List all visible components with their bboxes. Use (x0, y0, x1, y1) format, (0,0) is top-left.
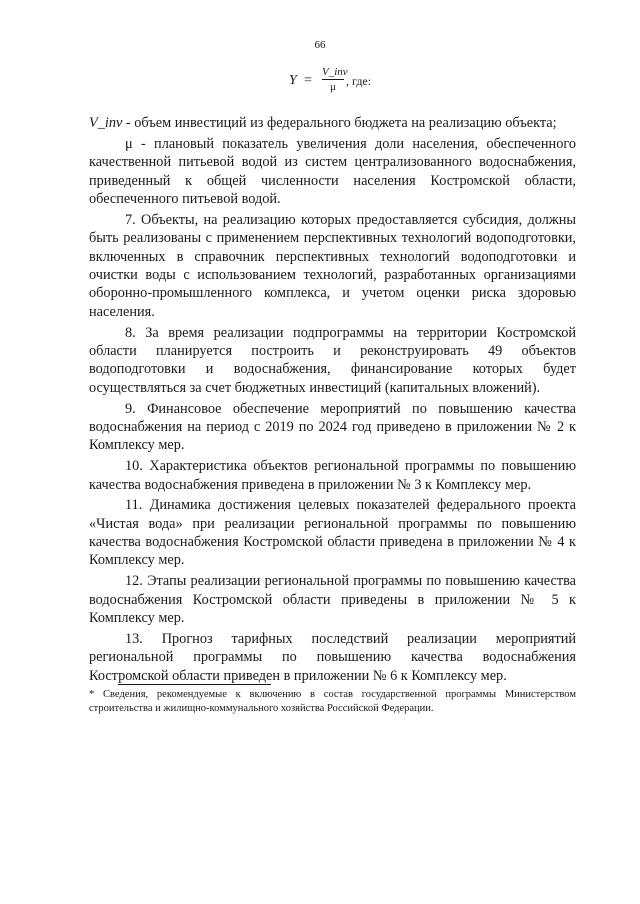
paragraph-10: 10. Характеристика объектов региональной программы по повышению качества водоснабжения приведена в приложении № 3 к Комплексу мер. (89, 458, 576, 493)
definition-mu: μ - плановый показатель увеличения доли населения, обеспеченного качественной питьевой водой из систем централизованного водоснабжения, приведенный к общей численности населения Костромской области, обеспеченного питьевой водой. (89, 135, 576, 207)
vinv-symbol: V_inv (89, 115, 123, 131)
vinv-text: - объем инвестиций из федерального бюджета на реализацию объекта; (122, 115, 557, 131)
fraction-bar (322, 79, 344, 80)
paragraph-9: 9. Финансовое обеспечение мероприятий по повышению качества водоснабжения на период с 2019 по 2024 год приведено в приложении № 2 к Комплексу мер. (89, 400, 576, 454)
formula-equals: = (304, 73, 312, 88)
document-body (89, 114, 576, 688)
paragraph-13: 13. Прогноз тарифных последствий реализации мероприятий региональной программы по повышению качества водоснабжения Костромской области приведен в приложении № 6 к Комплексу мер. (89, 631, 576, 684)
formula-lhs: Y (289, 73, 297, 88)
formula (0, 66, 640, 96)
formula-denominator: μ (330, 81, 336, 93)
formula-fraction (322, 66, 348, 93)
footnote: * Сведения, рекомендуемые к включению в состав государственной программы Министерством строительства и жилищно-коммунального хозяйства Российской Федерации. (89, 689, 576, 714)
page-number: 66 (314, 39, 326, 51)
formula-tail: , где: (346, 74, 372, 88)
paragraph-7: 7. Объекты, на реализацию которых предоставляется субсидия, должны быть реализованы с применением перспективных технологий водоподготовки, включенных в справочник перспективных технологий водоподготовки и очистки воды с использованием технологий, разработанных организациями оборонно-промышленного комплекса, и учетом оценки риска здоровью населения. (89, 211, 576, 320)
footnote-separator (118, 684, 271, 685)
paragraph-11: 11. Динамика достижения целевых показателей федерального проекта «Чистая вода» при реализации региональной программы по повышению качества водоснабжения Костромской области приведена в приложении № 4 к Комплексу мер. (89, 497, 576, 569)
paragraph-12: 12. Этапы реализации региональной программы по повышению качества водоснабжения Костромской области приведены в приложении № 5 к Комплексу мер. (89, 573, 576, 627)
paragraph-8: 8. За время реализации подпрограммы на территории Костромской области планируется построить и реконструировать 49 объектов водоподготовки и водоснабжения, финансирование которых будет осуществляться за счет бюджетных инвестиций (капитальных вложений). (89, 324, 576, 396)
formula-numerator: V_inv (322, 66, 348, 78)
definition-vinv (89, 114, 576, 132)
